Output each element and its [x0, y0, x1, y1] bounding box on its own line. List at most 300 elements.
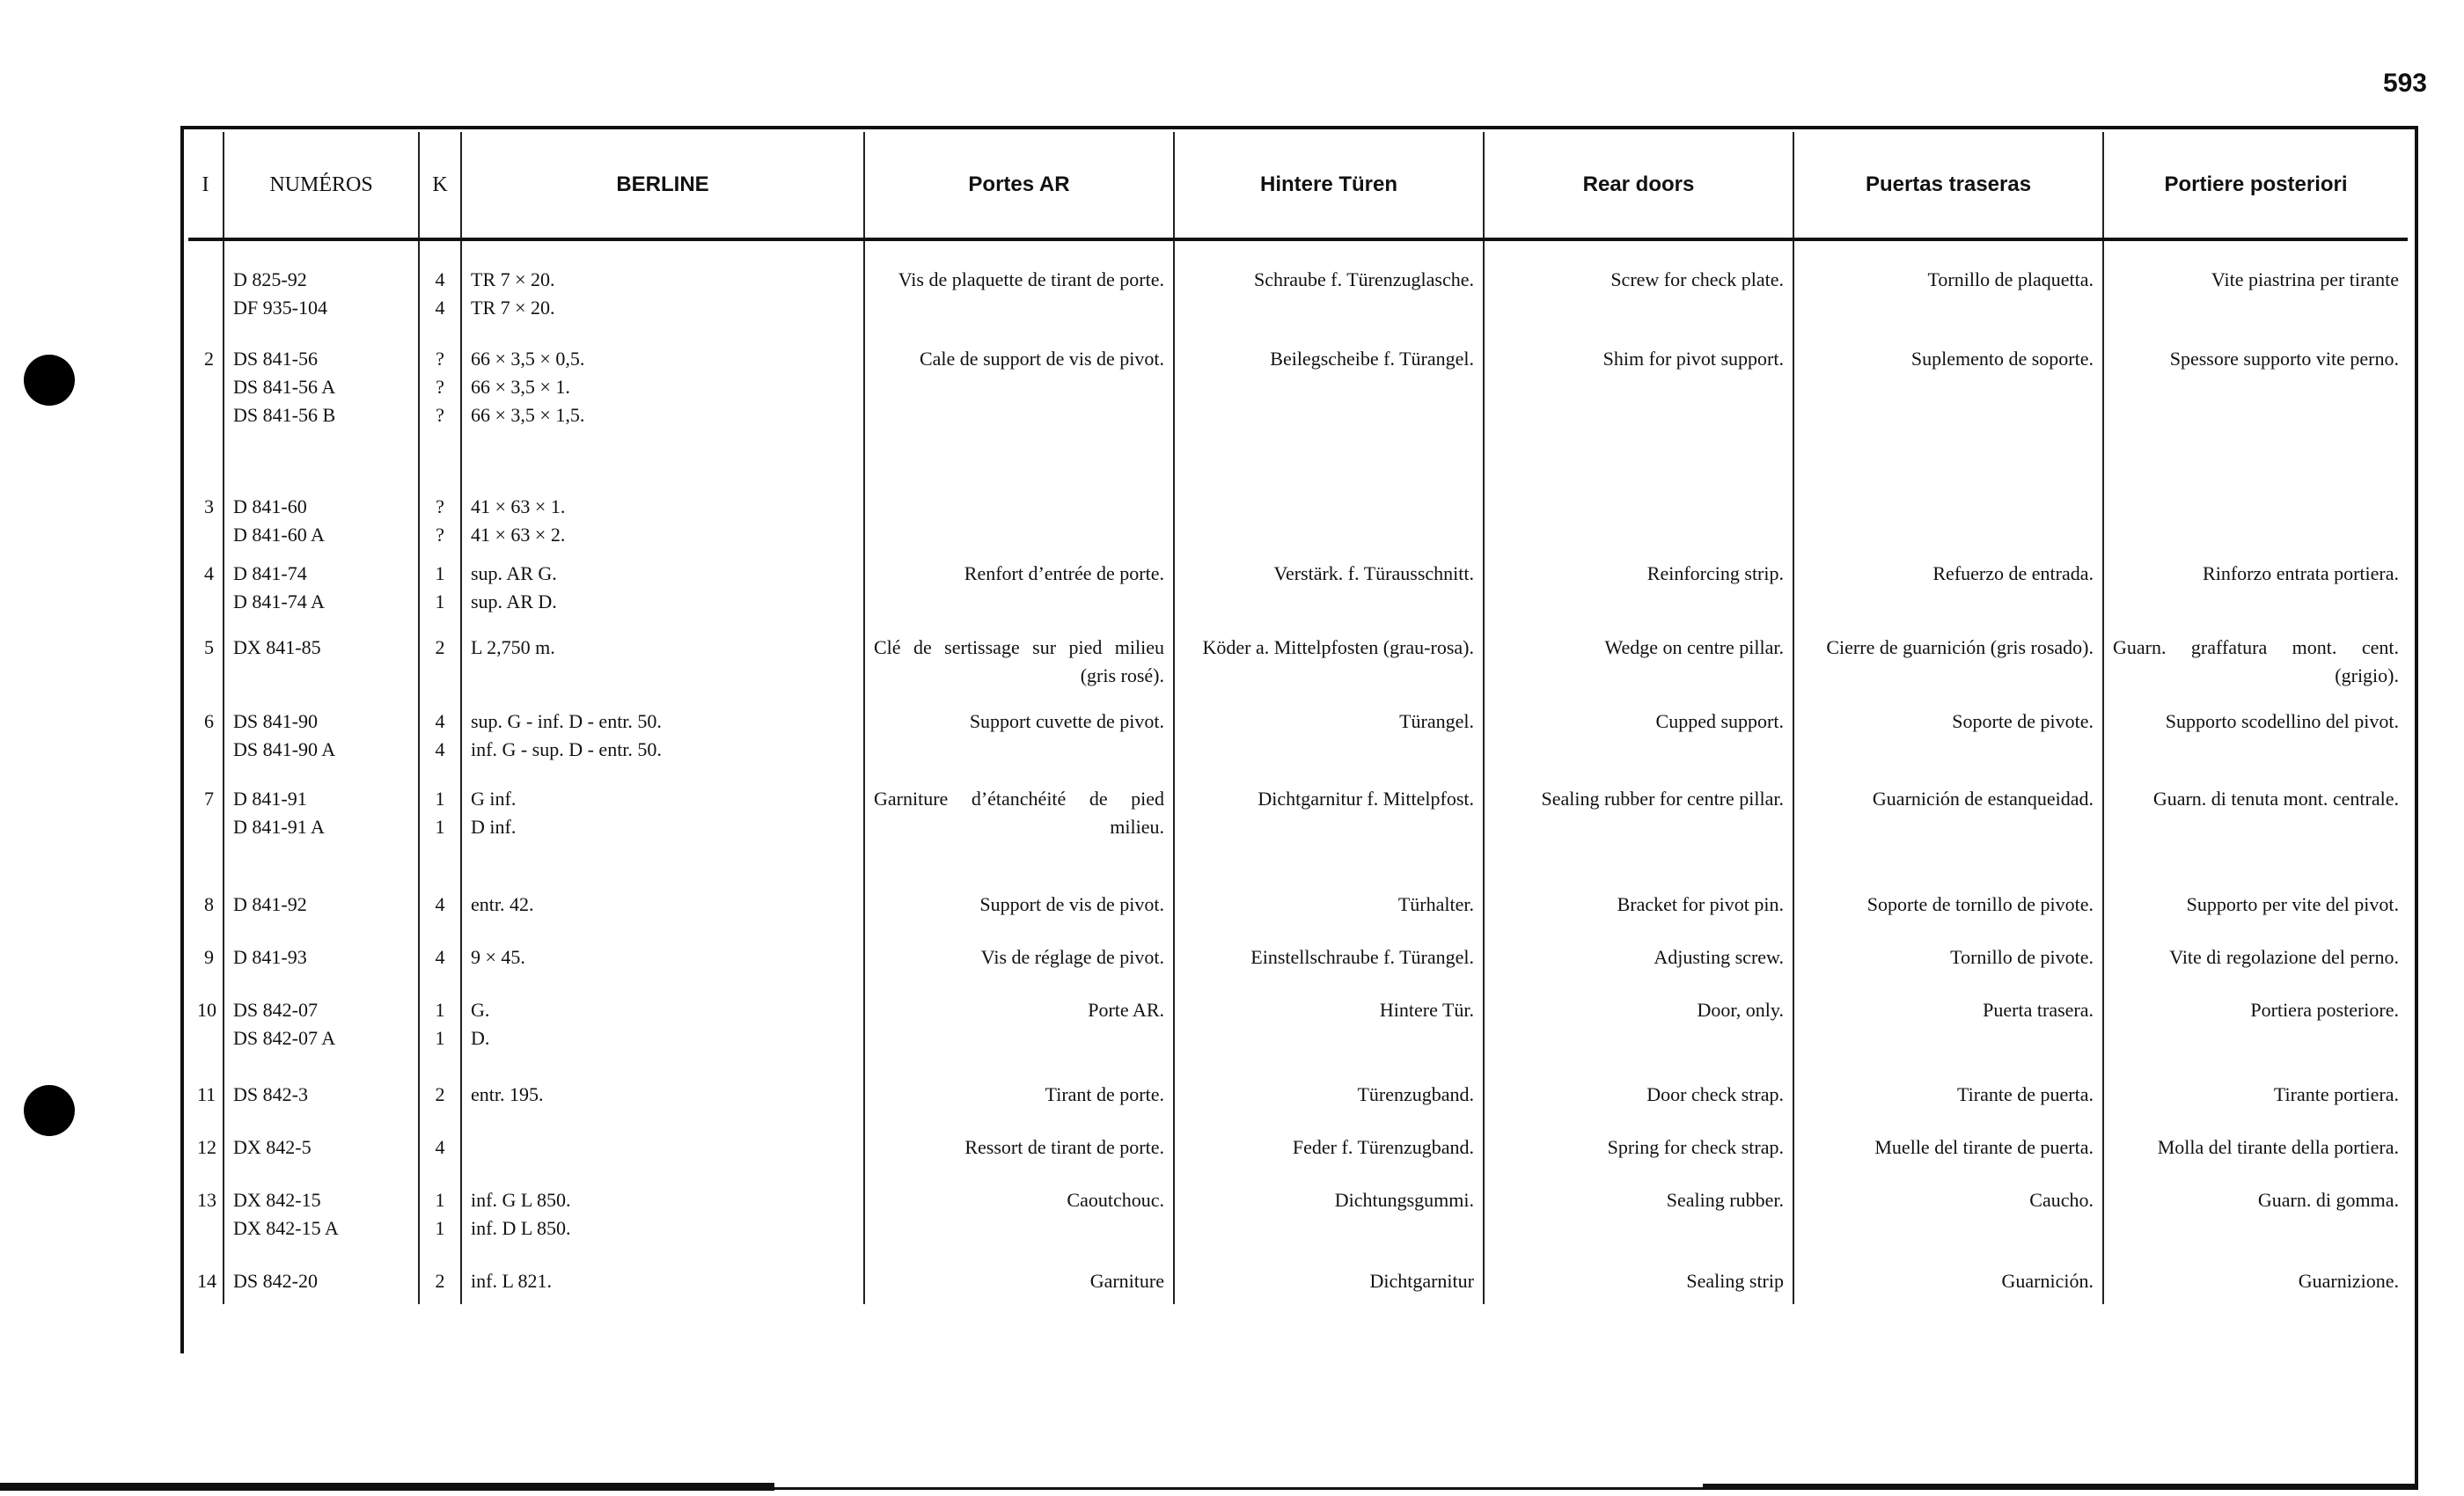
table-row [188, 1260, 2408, 1304]
quantity: 4 [435, 268, 445, 290]
description-english: Screw for check plate. [1610, 268, 1784, 290]
description-english-cell [1484, 778, 1793, 884]
row-index-cell [188, 627, 224, 700]
spec-cell [461, 338, 864, 486]
header-row [188, 132, 2408, 239]
description-english: Reinforcing strip. [1646, 562, 1784, 584]
description-english-cell [1484, 239, 1793, 338]
description-italian-cell [2103, 778, 2408, 884]
description-french: Caoutchouc. [1067, 1189, 1164, 1211]
description-english-cell [1484, 989, 1793, 1074]
description-italian-cell [2103, 1260, 2408, 1304]
spec-text: TR 7 × 20. [471, 297, 555, 319]
description-italian-cell [2103, 936, 2408, 989]
part-number: D 841-74 A [233, 590, 325, 612]
part-number-cell [224, 553, 419, 627]
description-english: Shim for pivot support. [1602, 348, 1784, 370]
description-french-cell [864, 778, 1174, 884]
description-italian-cell [2103, 627, 2408, 700]
description-spanish-cell [1793, 778, 2103, 884]
part-number: DS 841-90 A [233, 738, 336, 760]
spec-text: inf. L 821. [471, 1270, 553, 1292]
description-french: Porte AR. [1088, 999, 1164, 1021]
part-number: DS 842-07 A [233, 1027, 336, 1049]
quantity: 1 [435, 1027, 445, 1049]
description-italian-cell [2103, 1074, 2408, 1126]
description-german-cell [1174, 338, 1484, 486]
description-german-cell [1174, 700, 1484, 778]
part-number-cell [224, 338, 419, 486]
description-italian: Vite di regolazione del perno. [2169, 946, 2399, 968]
description-german-cell [1174, 989, 1484, 1074]
spec-cell [461, 1074, 864, 1126]
description-german: Türenzugband. [1357, 1083, 1474, 1105]
description-english-cell [1484, 627, 1793, 700]
description-french-cell [864, 553, 1174, 627]
description-german: Feder f. Türenzugband. [1292, 1136, 1474, 1158]
quantity: 1 [435, 1217, 445, 1239]
description-english: Sealing rubber for centre pillar. [1541, 788, 1784, 810]
row-index: 4 [204, 562, 214, 584]
page-number: 593 [2382, 69, 2427, 98]
header-model: BERLINE [461, 132, 864, 239]
spec-cell [461, 1126, 864, 1179]
description-spanish: Guarnición. [2001, 1270, 2094, 1292]
description-english-cell [1484, 1179, 1793, 1260]
description-italian-cell [2103, 884, 2408, 936]
part-number: DS 842-07 [233, 999, 318, 1021]
description-italian: Rinforzo entrata portiera. [2203, 562, 2399, 584]
part-number-cell [224, 1179, 419, 1260]
description-french-cell [864, 338, 1174, 486]
row-index: 3 [204, 495, 214, 517]
description-spanish-cell [1793, 936, 2103, 989]
description-english-cell [1484, 700, 1793, 778]
description-spanish: Puerta trasera. [1983, 999, 2094, 1021]
description-french-cell [864, 884, 1174, 936]
spec-text: sup. AR D. [471, 590, 557, 612]
description-italian-cell [2103, 700, 2408, 778]
description-spanish: Soporte de pivote. [1952, 710, 2094, 732]
spec-cell [461, 989, 864, 1074]
description-german-cell [1174, 1074, 1484, 1126]
spec-text: entr. 42. [471, 893, 534, 915]
description-german-cell [1174, 553, 1484, 627]
header-index: I [188, 132, 224, 239]
quantity-cell [419, 1126, 461, 1179]
part-number: DX 842-15 [233, 1189, 321, 1211]
part-number: D 825-92 [233, 268, 307, 290]
part-number-cell [224, 989, 419, 1074]
binder-hole-bottom [24, 1085, 75, 1136]
spec-text: 9 × 45. [471, 946, 525, 968]
table-row [188, 700, 2408, 778]
description-french: Vis de plaquette de tirant de porte. [898, 268, 1164, 290]
quantity-cell [419, 486, 461, 553]
description-french: Support de vis de pivot. [979, 893, 1164, 915]
row-index-cell [188, 1260, 224, 1304]
description-english: Sealing rubber. [1666, 1189, 1784, 1211]
quantity-cell [419, 989, 461, 1074]
quantity-cell [419, 553, 461, 627]
spec-text: L 2,750 m. [471, 636, 555, 658]
part-number-cell [224, 1074, 419, 1126]
table-row [188, 627, 2408, 700]
description-italian: Supporto per vite del pivot. [2186, 893, 2399, 915]
spec-cell [461, 1260, 864, 1304]
description-english-cell [1484, 553, 1793, 627]
quantity: ? [436, 524, 444, 546]
part-number: DX 842-15 A [233, 1217, 339, 1239]
table-row [188, 936, 2408, 989]
description-spanish: Caucho. [2029, 1189, 2094, 1211]
description-german: Köder a. Mittelpfosten (grau-rosa). [1202, 636, 1474, 658]
description-german: Dichtgarnitur [1369, 1270, 1474, 1292]
description-english: Door, only. [1697, 999, 1784, 1021]
description-spanish: Cierre de guarnición (gris rosado). [1826, 636, 2094, 658]
quantity: ? [436, 348, 444, 370]
description-spanish-cell [1793, 1179, 2103, 1260]
description-german-cell [1174, 884, 1484, 936]
description-spanish: Guarnición de estanqueidad. [1872, 788, 2094, 810]
table-row [188, 338, 2408, 486]
description-italian-cell [2103, 553, 2408, 627]
description-spanish: Tirante de puerta. [1957, 1083, 2094, 1105]
description-italian-cell [2103, 1126, 2408, 1179]
description-italian: Guarn. di gomma. [2257, 1189, 2399, 1211]
description-english: Spring for check strap. [1607, 1136, 1784, 1158]
description-spanish: Tornillo de pivote. [1950, 946, 2094, 968]
description-french-cell [864, 1179, 1174, 1260]
spec-cell [461, 1179, 864, 1260]
description-french: Renfort d’entrée de porte. [964, 562, 1164, 584]
table-row [188, 884, 2408, 936]
description-spanish: Tornillo de plaquetta. [1927, 268, 2094, 290]
row-index-cell [188, 1179, 224, 1260]
frame-top-rule [180, 126, 2417, 129]
quantity: 1 [435, 816, 445, 838]
part-number: D 841-91 A [233, 816, 325, 838]
part-number-cell [224, 884, 419, 936]
header-spanish: Puertas traseras [1793, 132, 2103, 239]
quantity-cell [419, 627, 461, 700]
description-german-cell [1174, 1179, 1484, 1260]
spec-text: 66 × 3,5 × 0,5. [471, 348, 585, 370]
description-english-cell [1484, 1074, 1793, 1126]
description-english-cell [1484, 1260, 1793, 1304]
spec-text: entr. 195. [471, 1083, 544, 1105]
description-german: Dichtgarnitur f. Mittelpfost. [1258, 788, 1474, 810]
row-index: 11 [197, 1083, 216, 1105]
part-number-cell [224, 627, 419, 700]
spec-cell [461, 553, 864, 627]
row-index: 13 [197, 1189, 216, 1211]
description-german: Dichtungsgummi. [1334, 1189, 1474, 1211]
quantity-cell [419, 1074, 461, 1126]
row-index-cell [188, 884, 224, 936]
part-number-cell [224, 778, 419, 884]
quantity: 1 [435, 788, 445, 810]
description-german: Hintere Tür. [1379, 999, 1474, 1021]
quantity-cell [419, 1260, 461, 1304]
description-italian: Tirante portiera. [2273, 1083, 2399, 1105]
quantity-cell [419, 338, 461, 486]
quantity-cell [419, 700, 461, 778]
part-number: D 841-74 [233, 562, 307, 584]
description-french: Cale de support de vis de pivot. [919, 348, 1164, 370]
spec-cell [461, 239, 864, 338]
spec-text: 66 × 3,5 × 1. [471, 376, 570, 398]
description-italian: Molla del tirante della portiera. [2157, 1136, 2399, 1158]
description-italian-cell [2103, 989, 2408, 1074]
part-number: DX 842-5 [233, 1136, 312, 1158]
row-index-cell [188, 936, 224, 989]
description-french-cell [864, 486, 1174, 553]
description-german: Verstärk. f. Türausschnitt. [1273, 562, 1474, 584]
row-index-cell [188, 486, 224, 553]
row-index: 10 [197, 999, 216, 1021]
row-index: 5 [204, 636, 214, 658]
quantity: 2 [435, 636, 445, 658]
description-spanish: Soporte de tornillo de pivote. [1866, 893, 2094, 915]
part-number: DS 841-90 [233, 710, 318, 732]
row-index: 2 [204, 348, 214, 370]
description-spanish-cell [1793, 338, 2103, 486]
spec-cell [461, 700, 864, 778]
description-spanish-cell [1793, 989, 2103, 1074]
description-italian-cell [2103, 1179, 2408, 1260]
quantity: 2 [435, 1270, 445, 1292]
spec-cell [461, 778, 864, 884]
spec-text: 41 × 63 × 1. [471, 495, 566, 517]
description-german-cell [1174, 627, 1484, 700]
description-french-cell [864, 936, 1174, 989]
parts-table [188, 132, 2408, 1304]
row-index-cell [188, 1126, 224, 1179]
description-english: Door check strap. [1646, 1083, 1784, 1105]
spec-text: inf. G - sup. D - entr. 50. [471, 738, 662, 760]
row-index-cell [188, 989, 224, 1074]
description-french-cell [864, 239, 1174, 338]
description-spanish: Refuerzo de entrada. [1932, 562, 2094, 584]
table-row [188, 486, 2408, 553]
header-italian: Portiere posteriori [2103, 132, 2408, 239]
quantity-cell [419, 1179, 461, 1260]
description-french: Support cuvette de pivot. [969, 710, 1164, 732]
spec-cell [461, 627, 864, 700]
description-german: Beilegscheibe f. Türangel. [1270, 348, 1474, 370]
description-german-cell [1174, 1126, 1484, 1179]
quantity-cell [419, 936, 461, 989]
description-italian-cell [2103, 239, 2408, 338]
part-number: D 841-93 [233, 946, 307, 968]
description-italian: Guarn. graffatura mont. cent. (grigio). [2113, 636, 2399, 686]
description-italian: Supporto scodellino del pivot. [2165, 710, 2399, 732]
row-index: 7 [204, 788, 214, 810]
table-row [188, 1074, 2408, 1126]
description-german-cell [1174, 486, 1484, 553]
description-spanish-cell [1793, 1126, 2103, 1179]
quantity: 4 [435, 946, 445, 968]
row-index-cell [188, 338, 224, 486]
description-spanish-cell [1793, 1260, 2103, 1304]
description-spanish: Suplemento de soporte. [1910, 348, 2094, 370]
binder-hole-top [24, 355, 75, 406]
part-number: D 841-92 [233, 893, 307, 915]
description-english: Wedge on centre pillar. [1604, 636, 1784, 658]
spec-text: 41 × 63 × 2. [471, 524, 566, 546]
part-number: DF 935-104 [233, 297, 327, 319]
part-number: DS 841-56 [233, 348, 318, 370]
description-french-cell [864, 627, 1174, 700]
description-spanish-cell [1793, 553, 2103, 627]
description-english: Bracket for pivot pin. [1617, 893, 1784, 915]
row-index: 14 [197, 1270, 216, 1292]
spec-text: G. [471, 999, 490, 1021]
header-numbers: NUMÉROS [224, 132, 419, 239]
spec-text: sup. AR G. [471, 562, 557, 584]
quantity-cell [419, 239, 461, 338]
spec-text: D. [471, 1027, 490, 1049]
description-german-cell [1174, 936, 1484, 989]
description-english-cell [1484, 884, 1793, 936]
table-body [188, 239, 2408, 1304]
quantity: ? [436, 495, 444, 517]
part-number-cell [224, 1260, 419, 1304]
quantity: 4 [435, 1136, 445, 1158]
row-index-cell [188, 700, 224, 778]
description-english: Sealing strip [1686, 1270, 1784, 1292]
header-qty: K [419, 132, 461, 239]
description-french-cell [864, 1126, 1174, 1179]
description-german-cell [1174, 239, 1484, 338]
quantity: 4 [435, 738, 445, 760]
part-number: DX 841-85 [233, 636, 321, 658]
row-index: 6 [204, 710, 214, 732]
quantity: 2 [435, 1083, 445, 1105]
table-row [188, 1179, 2408, 1260]
part-number: D 841-60 A [233, 524, 325, 546]
row-index-cell [188, 1074, 224, 1126]
spec-text: D inf. [471, 816, 517, 838]
description-french-cell [864, 989, 1174, 1074]
spec-text: inf. D L 850. [471, 1217, 571, 1239]
description-french-cell [864, 1074, 1174, 1126]
table-row [188, 778, 2408, 884]
table-row [188, 553, 2408, 627]
description-french: Garniture [1089, 1270, 1164, 1292]
quantity: 4 [435, 710, 445, 732]
part-number-cell [224, 1126, 419, 1179]
description-french: Tirant de porte. [1045, 1083, 1164, 1105]
description-english: Cupped support. [1655, 710, 1784, 732]
description-german: Türangel. [1399, 710, 1474, 732]
quantity-cell [419, 778, 461, 884]
part-number: DS 841-56 A [233, 376, 336, 398]
spec-text: TR 7 × 20. [471, 268, 555, 290]
row-index-cell [188, 239, 224, 338]
row-index: 8 [204, 893, 214, 915]
description-spanish-cell [1793, 486, 2103, 553]
quantity: 1 [435, 590, 445, 612]
description-spanish: Muelle del tirante de puerta. [1874, 1136, 2094, 1158]
description-spanish-cell [1793, 884, 2103, 936]
description-spanish-cell [1793, 1074, 2103, 1126]
description-italian-cell [2103, 486, 2408, 553]
part-number: DS 841-56 B [233, 404, 336, 426]
description-german-cell [1174, 778, 1484, 884]
description-french-cell [864, 1260, 1174, 1304]
description-italian: Spessore supporto vite perno. [2169, 348, 2399, 370]
row-index: 9 [204, 946, 214, 968]
spec-text: inf. G L 850. [471, 1189, 571, 1211]
quantity: 1 [435, 1189, 445, 1211]
part-number: D 841-91 [233, 788, 307, 810]
description-italian: Vite piastrina per tirante [2211, 268, 2399, 290]
header-german: Hintere Türen [1174, 132, 1484, 239]
description-french: Vis de réglage de pivot. [980, 946, 1164, 968]
quantity: 4 [435, 297, 445, 319]
row-index-cell [188, 553, 224, 627]
description-english-cell [1484, 1126, 1793, 1179]
quantity: 1 [435, 562, 445, 584]
description-spanish-cell [1793, 627, 2103, 700]
description-italian: Portiera posteriore. [2250, 999, 2399, 1021]
part-number: DS 842-3 [233, 1083, 308, 1105]
description-english: Adjusting screw. [1654, 946, 1784, 968]
description-english-cell [1484, 338, 1793, 486]
spec-text: sup. G - inf. D - entr. 50. [471, 710, 662, 732]
table-row [188, 1126, 2408, 1179]
description-french-cell [864, 700, 1174, 778]
bottom-rule-right [1703, 1484, 2418, 1489]
spec-cell [461, 936, 864, 989]
part-number-cell [224, 239, 419, 338]
description-italian: Guarn. di tenuta mont. centrale. [2152, 788, 2399, 810]
description-english-cell [1484, 486, 1793, 553]
quantity: 4 [435, 893, 445, 915]
part-number-cell [224, 486, 419, 553]
quantity: 1 [435, 999, 445, 1021]
header-english: Rear doors [1484, 132, 1793, 239]
part-number: DS 842-20 [233, 1270, 318, 1292]
table-row [188, 989, 2408, 1074]
part-number-cell [224, 936, 419, 989]
header-french: Portes AR [864, 132, 1174, 239]
frame-right-rule [2415, 126, 2418, 1490]
quantity: ? [436, 404, 444, 426]
description-italian: Guarnizione. [2298, 1270, 2399, 1292]
spec-text: G inf. [471, 788, 517, 810]
row-index-cell [188, 778, 224, 884]
description-french: Clé de sertissage sur pied milieu (gris rosé). [874, 636, 1164, 686]
description-french: Garniture d’étanchéité de pied milieu. [874, 788, 1164, 838]
frame-left-rule [180, 126, 184, 1353]
quantity-cell [419, 884, 461, 936]
spec-cell [461, 486, 864, 553]
description-german: Schraube f. Türenzuglasche. [1253, 268, 1474, 290]
description-french: Ressort de tirant de porte. [964, 1136, 1164, 1158]
description-spanish-cell [1793, 239, 2103, 338]
description-english-cell [1484, 936, 1793, 989]
row-index: 12 [197, 1136, 216, 1158]
description-italian-cell [2103, 338, 2408, 486]
bottom-rule-left [0, 1483, 774, 1491]
description-german: Türhalter. [1397, 893, 1474, 915]
part-number-cell [224, 700, 419, 778]
description-spanish-cell [1793, 700, 2103, 778]
description-german-cell [1174, 1260, 1484, 1304]
